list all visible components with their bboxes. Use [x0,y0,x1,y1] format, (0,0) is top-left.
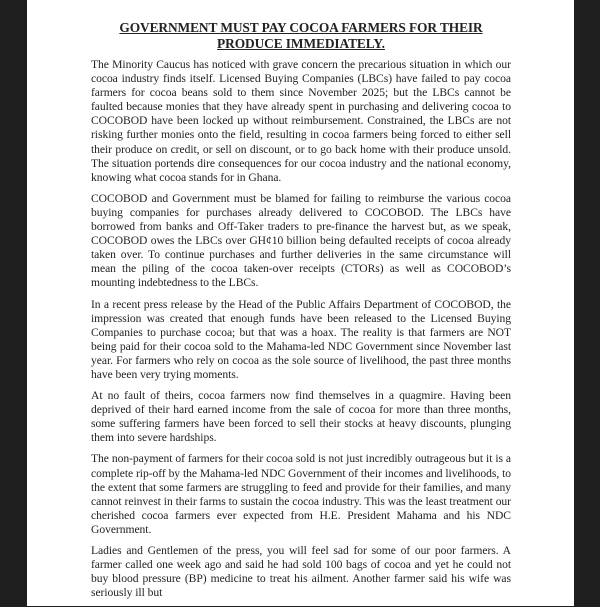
paragraph: The Minority Caucus has noticed with grave concern the precarious situation in which our cocoa industry finds itself. Licensed Buying Companies (LBCs) have failed to pay cocoa farmers for cocoa beans sold to them since November 2025; but the LBCs cannot be faulted because monies that they have already spent in purchasing and delivering cocoa to COCOBOD have been locked up without reimbursement. Constrained, the LBCs are not risking further monies onto the field, resulting in cocoa farmers being forced to either sell their produce on credit, or sell on discount, or to go back home with their produce unsold. The situation portends dire consequences for our cocoa industry and the national economy, knowing what cocoa stands for in Ghana. [91,58,511,184]
paragraph: COCOBOD and Government must be blamed for failing to reimburse the various cocoa buying companies for purchases already delivered to COCOBOD. The LBCs have borrowed from banks and Off-Taker traders to pre-finance the harvest but, as we speak, COCOBOD owes the LBCs over GH¢10 billion being defaulted receipts of cocoa already taken over. To continue purchases and further deliveries in the same circumstance will mean the piling of the cocoa taken-over receipts (CTORs) as well as COCOBOD’s mounting indebtedness to the LBCs. [91,191,511,290]
document-content [91,20,511,607]
paragraph: The non-payment of farmers for their cocoa sold is not just incredibly outrageous but it is a complete rip-off by the Mahama-led NDC Government of their incomes and livelihoods, to the extent that some farmers are struggling to feed and provide for their families, and many cannot reinvest in their farms to sustain the cocoa industry. This was the least treatment our cherished cocoa farmers ever expected from H.E. President Mahama and his NDC Government. [91,452,511,536]
paragraph: At no fault of theirs, cocoa farmers now find themselves in a quagmire. Having been deprived of their hard earned income from the sale of cocoa for more than three months, some suffering farmers have been forced to sell their stocks at heavy discounts, plunging them into severe hardships. [91,389,511,445]
document-title: GOVERNMENT MUST PAY COCOA FARMERS FOR THEIR PRODUCE IMMEDIATELY. [119,20,483,51]
paragraph: In a recent press release by the Head of the Public Affairs Department of COCOBOD, the impression was created that enough funds have been released to the Licensed Buying Companies to purchase cocoa; but that was a hoax. The reality is that farmers are NOT being paid for their cocoa sold to the Mahama-led NDC Government since November last year. For farmers who rely on cocoa as the sole source of livelihood, the past three months have been very trying moments. [91,297,511,381]
paragraph: Ladies and Gentlemen of the press, you will feel sad for some of our poor farmers. A farmer called one week ago and said he had sold 100 bags of cocoa and yet he could not buy blood pressure (BP) medicine to treat his ailment. Another farmer said his wife was seriously ill but [91,544,511,600]
document-page [27,0,574,606]
